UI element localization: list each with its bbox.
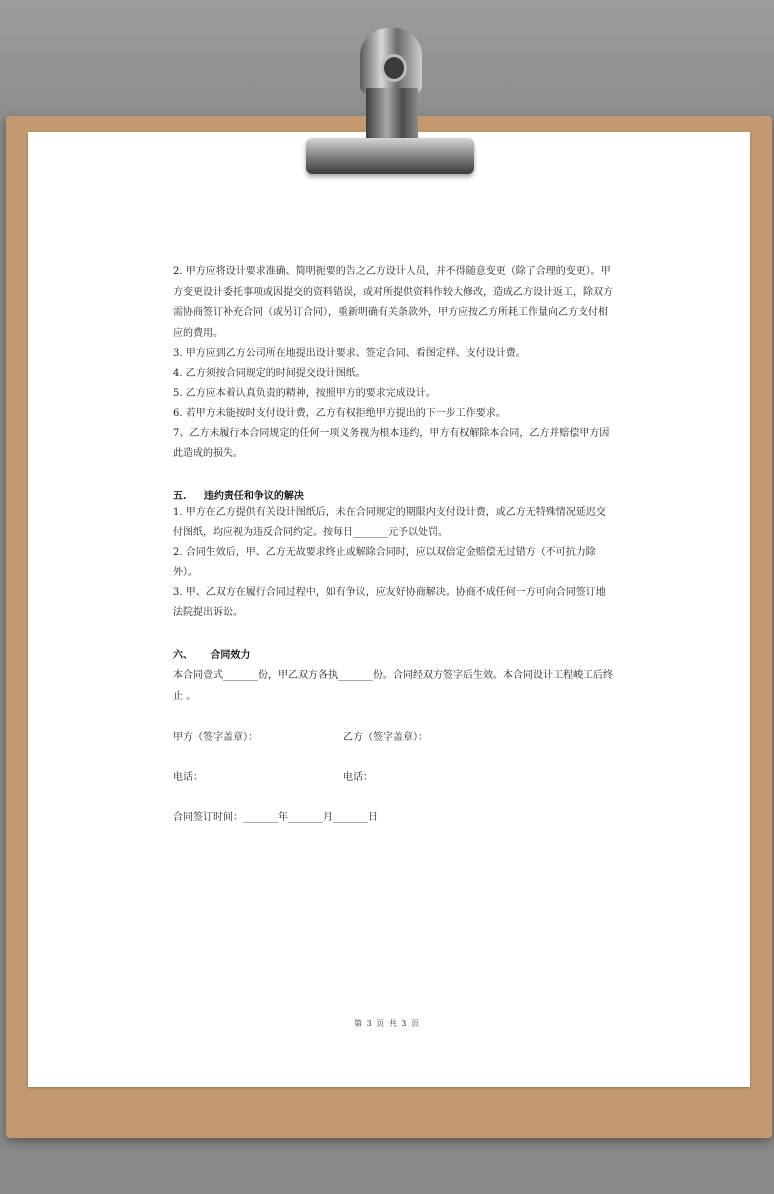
party-b-phone-label: 电话：	[343, 772, 373, 783]
section-6-heading: 六、 合同效力	[173, 650, 251, 661]
clause-5: 5. 乙方应本着认真负责的精神，按照甲方的要求完成设计。	[173, 388, 436, 399]
clause-6: 6. 若甲方未能按时支付设计费，乙方有权拒绝甲方提出的下一步工作要求。	[173, 408, 506, 419]
section-5-item-3: 3. 甲、乙双方在履行合同过程中，如有争议，应友好协商解决。协商不成任何一方可向合同签订地法院提出诉讼。	[173, 587, 606, 618]
party-a-phone-label: 电话：	[173, 772, 203, 783]
section-6-body: 本合同壹式_______份，甲乙双方各执_______份。合同经双方签字后生效。本合同设计工程峻工后终止 。	[173, 670, 613, 702]
party-a-signature-label: 甲方（签字盖章）：	[173, 732, 258, 743]
binder-clip-neck	[366, 88, 418, 144]
clause-2: 2. 甲方应将设计要求准确、简明扼要的告之乙方设计人员，并不得随意变更（除了合理的变更）。甲方变更设计委托事项或因提交的资料错误，或对所提供资料作较大修改，造成乙方设计返工，除双方需协商签订补充合同（或另订合同），重新明确有关条款外，甲方应按乙方所耗工作量向乙方支付相应的费用。	[173, 266, 613, 339]
section-5-item-2: 2. 合同生效后，甲、乙方无故要求终止或解除合同时，应以双倍定金赔偿无过错方（不可抗力除外）。	[173, 547, 596, 578]
section-5-heading: 五. 违约责任和争议的解决	[173, 491, 304, 502]
page-footer: 第 3 页 共 3 页	[354, 1019, 420, 1028]
party-b-signature-label: 乙方（签字盖章）：	[343, 732, 428, 743]
sign-date-label: 合同签订时间：_______年_______月_______日	[173, 812, 378, 823]
clause-4: 4. 乙方须按合同规定的时间提交设计图纸。	[173, 368, 366, 379]
binder-clip-base	[306, 138, 474, 174]
section-5-item-1: 1. 甲方在乙方提供有关设计图纸后，未在合同规定的期限内支付设计费，或乙方无特殊情况延迟交付图纸，均应视为违反合同约定。按每日_______元予以处罚。	[173, 507, 606, 538]
binder-clip-hole	[381, 54, 407, 82]
clause-3: 3. 甲方应到乙方公司所在地提出设计要求、签定合同、看图定样、支付设计费。	[173, 348, 526, 359]
clause-7: 7、乙方未履行本合同规定的任何一项义务视为根本违约，甲方有权解除本合同，乙方并赔偿甲方因此造成的损失。	[173, 428, 610, 459]
